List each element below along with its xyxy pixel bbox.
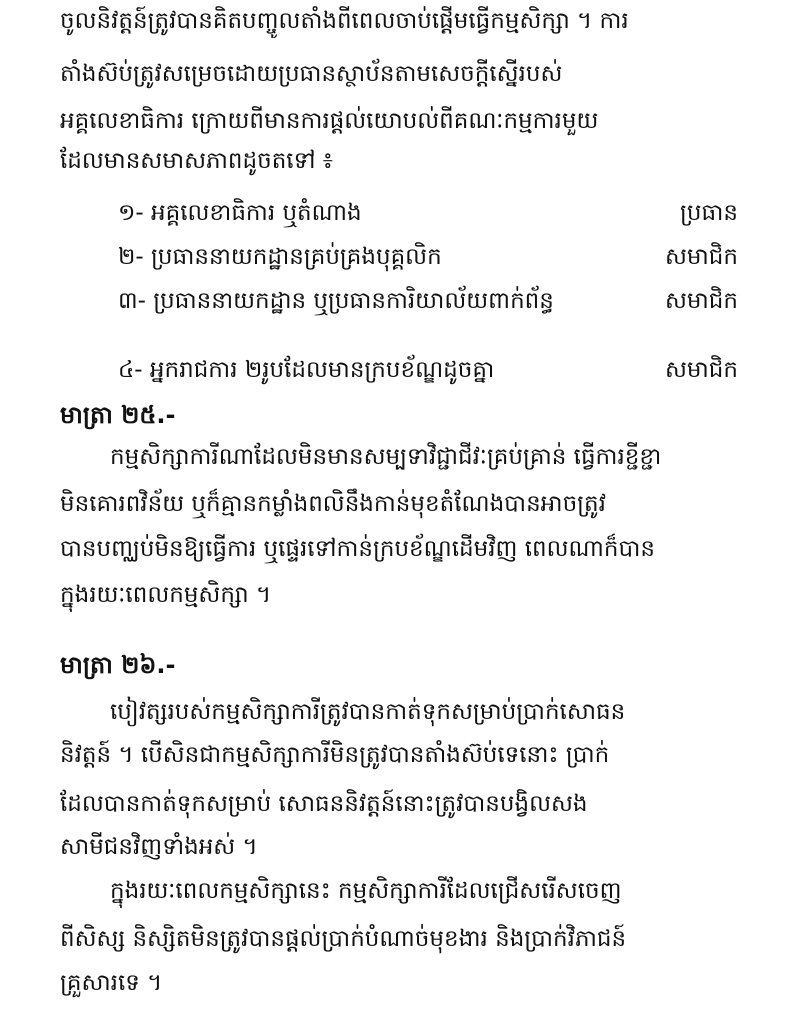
- intro-line: តាំងស៊ប់ត្រូវសម្រេចដោយប្រធានស្ថាប័នតាមសេចក្តីស្នើរបស់: [60, 61, 563, 87]
- committee-item-role: សមាជិក: [665, 244, 738, 270]
- article-26-line: គ្រួសារទេ ។: [60, 970, 163, 996]
- article-26-line: ក្នុងរយៈពេលកម្មសិក្សានេះ កម្មសិក្សាការីដែលជ្រើសរើសចេញ: [110, 878, 622, 904]
- article-25-line: កម្មសិក្សាការីណាដែលមិនមានសម្បទាវិជ្ជាជីវៈគ្រប់គ្រាន់ ធ្វើការខ្ជីខ្ជា: [110, 444, 662, 470]
- article-25-heading: មាត្រា ២៥.-: [60, 401, 176, 429]
- committee-item-role: សមាជិក: [665, 288, 738, 314]
- intro-line: ចូលនិវត្តន៍ត្រូវបានគិតបញ្ចូលតាំងពីពេលចាប់ផ្តើមធ្វើកម្មសិក្សា ។ ការ: [60, 8, 629, 34]
- committee-item: [118, 284, 738, 318]
- committee-item-role: ប្រធាន: [680, 200, 738, 226]
- committee-item-member: អ្នករាជការ ២រូបដែលមានក្របខ័ណ្ឌដូចគ្នា: [149, 357, 495, 383]
- article-26-line: ដែលបានកាត់ទុកសម្រាប់ សោធននិវត្តន៍នោះត្រូវបានបង្វិលសង: [60, 791, 588, 817]
- article-26-line: បៀវត្សរបស់កម្មសិក្សាការីត្រូវបានកាត់ទុកសម្រាប់ប្រាក់សោធន: [110, 699, 626, 725]
- committee-item-number: ៣-: [118, 288, 146, 314]
- committee-item-member: ប្រធាននាយកដ្ឋានគ្រប់គ្រងបុគ្គលិក: [151, 244, 442, 270]
- committee-item: [118, 240, 738, 274]
- committee-item-number: ៤-: [118, 357, 143, 383]
- committee-item: [118, 196, 738, 230]
- article-25-line: ក្នុងរយៈពេលកម្មសិក្សា ។: [60, 582, 272, 608]
- article-26-line: និវត្តន៍ ។ បើសិនជាកម្មសិក្សាការីមិនត្រូវបានតាំងស៊ប់ទេនោះ ប្រាក់: [60, 742, 610, 768]
- committee-item-member: អគ្គលេខាធិការ ឬតំណាង: [151, 200, 362, 226]
- article-26-line: សាមីជនវិញទាំងអស់ ។: [60, 834, 258, 860]
- intro-line: ដែលមានសមាសភាពដូចតទៅ ៖: [60, 148, 333, 174]
- article-26-line: ពីសិស្ស និស្សិតមិនត្រូវបានផ្តល់ប្រាក់បំណាច់មុខងារ និងប្រាក់វិភាជន៍: [60, 926, 627, 952]
- article-25-line: បានបញ្ឈប់មិនឱ្យធ្វើការ ឬផ្ទេរទៅកាន់ក្របខ័ណ្ឌដើមវិញ ពេលណាក៏បាន: [60, 536, 656, 562]
- committee-item-role: សមាជិក: [665, 357, 738, 383]
- article-26-heading: មាត្រា ២៦.-: [60, 651, 176, 679]
- article-25-line: មិនគោរពវិន័យ ឬក៏គ្មានកម្លាំងពលិនឹងកាន់មុខតំណែងបានអាចត្រូវ: [60, 491, 606, 517]
- committee-item-number: ២-: [118, 244, 144, 270]
- intro-line: អគ្គលេខាធិការ ក្រោយពីមានការផ្តល់យោបល់ពីគណៈកម្មការមួយ: [60, 108, 599, 134]
- committee-item: [118, 353, 738, 387]
- committee-item-number: ១-: [118, 200, 144, 226]
- committee-item-member: ប្រធាននាយកដ្ឋាន ឬប្រធានការិយាល័យពាក់ព័ន្ធ: [153, 288, 554, 314]
